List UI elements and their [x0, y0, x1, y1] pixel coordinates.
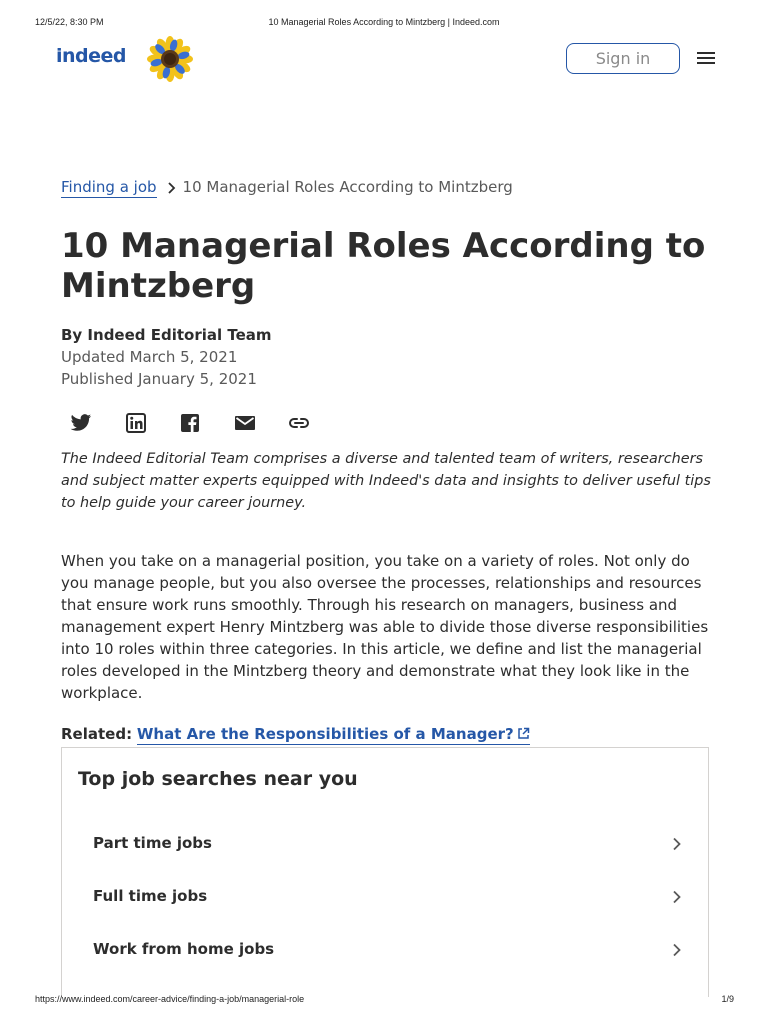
chevron-right-icon [167, 182, 177, 194]
card-title: Top job searches near you [78, 768, 358, 790]
twitter-icon[interactable] [70, 413, 92, 433]
indeed-logo[interactable] [56, 45, 126, 67]
related-label: Related: [61, 725, 133, 743]
page-title-line2: Mintzberg [61, 266, 256, 306]
print-datetime: 12/5/22, 8:30 PM [35, 17, 104, 27]
related-article-link[interactable] [137, 725, 530, 745]
related-link-row [61, 725, 530, 743]
related-link-text: What Are the Responsibilities of a Manager? [136, 725, 514, 743]
chevron-right-icon [672, 943, 682, 957]
print-url: https://www.indeed.com/career-advice/finding-a-job/managerial-role [35, 994, 305, 1004]
logo-text: indeed [56, 45, 127, 67]
article-author: By Indeed Editorial Team [61, 326, 272, 344]
article-intro: When you take on a managerial position, you take on a variety of roles. Not only do you manage people, but you also oversee the processes, relationships and resources that ensure work runs smoothly. Through his research on managers, business and management expert Henry Mintzberg was able to divide those diverse responsibilities into 10 roles within three categories. In this article, we define and list the managerial roles developed in the Mintzberg theory and demonstrate what they look like in the workplace. [61, 552, 709, 702]
chevron-right-icon [672, 837, 682, 851]
job-search-item-part-time[interactable] [78, 824, 678, 864]
external-link-icon [517, 727, 530, 740]
top-job-searches-card [61, 747, 709, 997]
link-icon[interactable] [288, 413, 310, 433]
job-search-item-full-time[interactable] [78, 877, 678, 917]
published-date: Published January 5, 2021 [61, 370, 257, 388]
job-search-label: Full time jobs [93, 887, 208, 905]
chevron-right-icon [672, 890, 682, 904]
breadcrumb-link-finding-a-job[interactable]: Finding a job [61, 178, 157, 196]
job-search-label: Work from home jobs [93, 940, 275, 958]
job-search-label: Part time jobs [93, 834, 212, 852]
facebook-icon[interactable] [179, 413, 201, 433]
article-meta [61, 324, 272, 390]
page-title [61, 226, 711, 306]
breadcrumb-current: 10 Managerial Roles According to Mintzberg [182, 178, 513, 196]
breadcrumb [61, 178, 513, 196]
email-icon[interactable] [234, 413, 256, 433]
sign-in-button[interactable]: Sign in [566, 43, 680, 74]
page-title-line1: 10 Managerial Roles According to [61, 226, 706, 266]
sunflower-icon [147, 36, 193, 82]
print-page-title: 10 Managerial Roles According to Mintzberg | Indeed.com [268, 17, 500, 27]
job-search-item-work-from-home[interactable] [78, 930, 678, 970]
hamburger-menu-icon[interactable] [696, 50, 716, 66]
linkedin-icon[interactable] [125, 413, 147, 433]
editorial-note: The Indeed Editorial Team comprises a diverse and talented team of writers, researchers and subject matter experts equipped with Indeed's data and insights to deliver useful tips to help guide your career journey. [61, 451, 711, 511]
updated-date: Updated March 5, 2021 [61, 348, 238, 366]
print-page-number: 1/9 [721, 994, 734, 1004]
